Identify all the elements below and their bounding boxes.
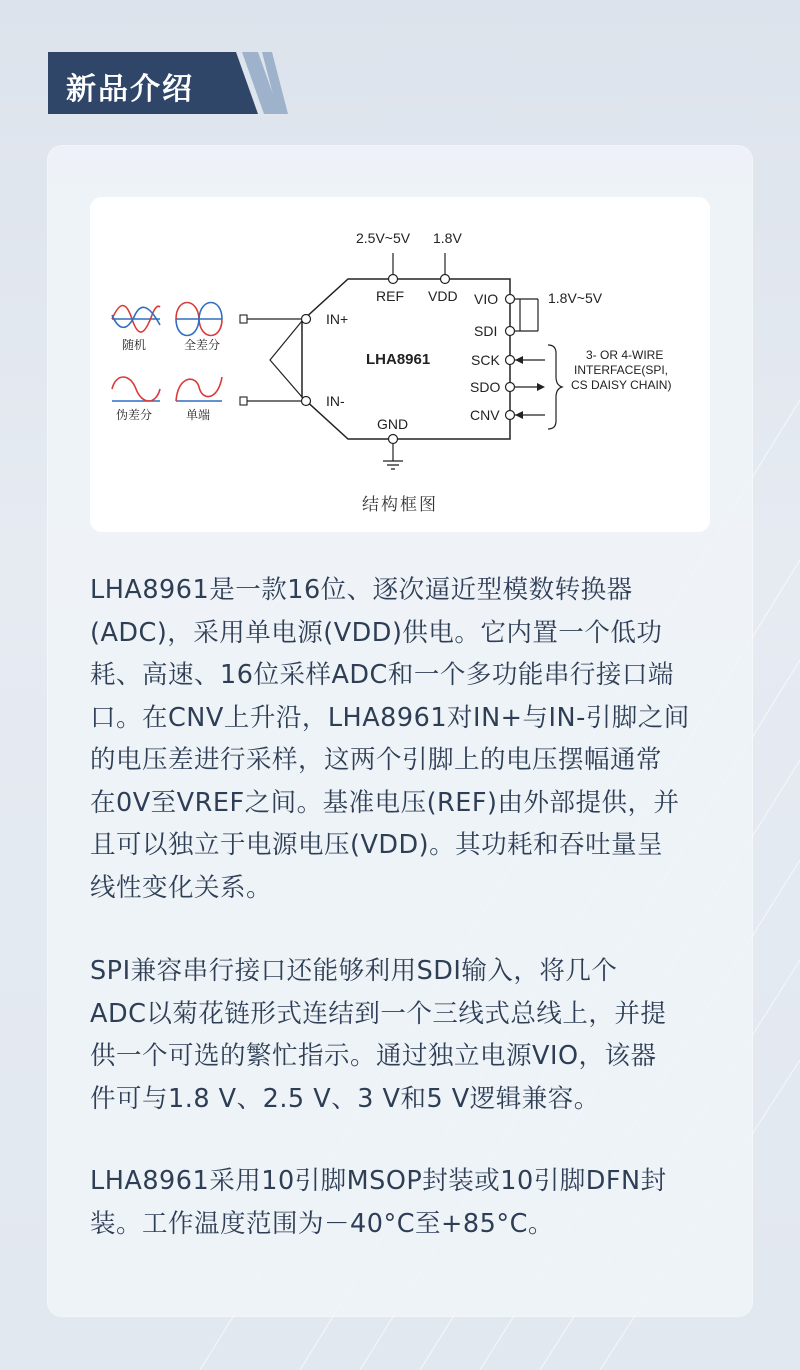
- in-plus-label: IN+: [326, 311, 349, 327]
- para2-line: SPI兼容串行接口还能够利用SDI输入，将几个: [90, 956, 618, 986]
- para2-line: 供一个可选的繁忙指示。通过独立电源VIO，该器: [90, 1041, 657, 1071]
- interface-note-line3: CS DAISY CHAIN): [571, 378, 672, 392]
- sdi-pin: [506, 327, 515, 336]
- ref-pin-label: REF: [376, 288, 404, 304]
- cnv-pin: [506, 411, 515, 420]
- para1-line: 在0V至VREF之间。基准电压(REF)由外部提供，并: [90, 787, 680, 818]
- para1-line: 口。在CNV上升沿，LHA8961对IN+与IN-引脚之间: [90, 702, 690, 733]
- diagram-caption: 结构框图: [362, 495, 438, 515]
- single-ended-label: 单端: [186, 408, 211, 422]
- random-signal-label: 随机: [122, 338, 147, 352]
- in-plus-pin: [302, 315, 311, 324]
- gnd-pin-label: GND: [377, 416, 409, 432]
- in-minus-label: IN-: [326, 393, 345, 409]
- sdi-pin-label: SDI: [474, 323, 498, 339]
- pseudo-differential-icon: [112, 377, 160, 401]
- random-signal-icon: [112, 306, 160, 333]
- single-ended-icon: [176, 377, 222, 401]
- block-diagram-panel: [90, 197, 710, 532]
- para1-line: 线性变化关系。: [90, 872, 273, 903]
- description-paragraph-1: [90, 569, 720, 909]
- para1-line: 的电压差进行采样，这两个引脚上的电压摆幅通常: [90, 745, 663, 775]
- header-title: 新品介绍: [66, 72, 194, 107]
- gnd-pin: [389, 435, 398, 444]
- description-paragraph-3: [90, 1160, 720, 1245]
- interface-note-line2: INTERFACE(SPI,: [574, 363, 669, 377]
- para1-line: 耗、高速、16位采样ADC和一个多功能串行接口端: [90, 660, 674, 690]
- full-differential-icon: [176, 303, 222, 336]
- section-header: [48, 52, 288, 114]
- chip-name: LHA8961: [366, 351, 431, 368]
- in-minus-pin: [302, 397, 311, 406]
- vio-pin: [506, 295, 515, 304]
- vdd-pin: [441, 275, 450, 284]
- para1-line: LHA8961是一款16位、逐次逼近型模数转换器: [90, 575, 633, 605]
- interface-note-line1: 3- OR 4-WIRE: [586, 348, 664, 362]
- vio-supply-label: 1.8V~5V: [548, 290, 603, 306]
- ref-pin: [389, 275, 398, 284]
- para1-line: 且可以独立于电源电压(VDD)。其功耗和吞吐量呈: [90, 830, 664, 860]
- para2-line: ADC以菊花链形式连结到一个三线式总线上，并提: [90, 998, 667, 1029]
- para1-line: (ADC)，采用单电源(VDD)供电。它内置一个低功: [90, 617, 663, 648]
- sdo-pin: [506, 383, 515, 392]
- para2-line: 件可与1.8 V、2.5 V、3 V和5 V逻辑兼容。: [90, 1083, 600, 1114]
- sck-pin-label: SCK: [471, 352, 500, 368]
- para3-line: LHA8961采用10引脚MSOP封装或10引脚DFN封: [90, 1166, 667, 1196]
- description-paragraph-2: [90, 950, 720, 1120]
- content-card: [48, 146, 752, 1316]
- ref-supply-label: 2.5V~5V: [356, 230, 411, 246]
- full-differential-label: 全差分: [184, 338, 221, 352]
- vio-pin-label: VIO: [474, 291, 499, 307]
- vdd-supply-label: 1.8V: [433, 230, 462, 246]
- vdd-pin-label: VDD: [428, 288, 458, 304]
- pseudo-differential-label: 伪差分: [116, 408, 153, 422]
- cnv-pin-label: CNV: [470, 407, 500, 423]
- sdo-pin-label: SDO: [470, 379, 501, 395]
- sck-pin: [506, 356, 515, 365]
- block-diagram: [90, 197, 710, 487]
- para3-line: 装。工作温度范围为－40°C至+85°C。: [90, 1208, 554, 1239]
